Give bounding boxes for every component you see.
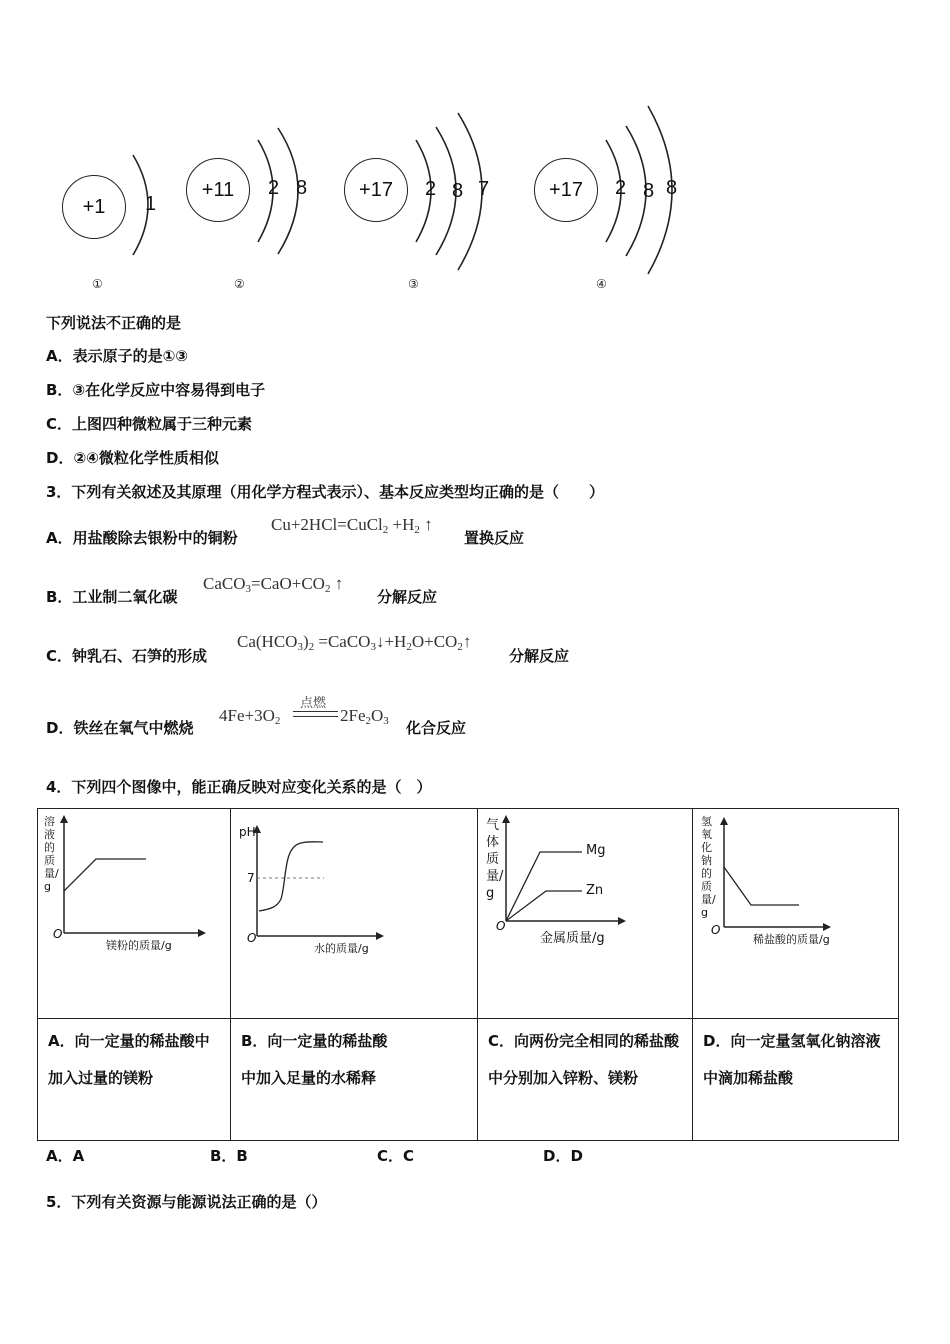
graph-a-ylabel: 溶液的质量/g [44, 815, 59, 893]
graph-d [693, 809, 898, 1019]
graph-c-series-mg: Mg [586, 843, 606, 858]
graph-cell-d [693, 809, 899, 1019]
q3-equation-d: $4Fe+3O_2$ [219, 706, 281, 727]
q3-type-d: 化合反应 [406, 719, 467, 737]
q3-type-c: 分解反应 [509, 647, 570, 665]
q3-option-b: B．工业制二氧化碳 [46, 588, 178, 606]
graph-d-origin: O [711, 923, 721, 937]
q3-stem: 3．下列有关叙述及其原理（用化学方程式表示）、基本反应类型均正确的是（ ） [46, 483, 604, 501]
q2-option-c: C．上图四种微粒属于三种元素 [46, 415, 253, 433]
caption-cell-a [38, 1019, 231, 1141]
graph-d-caption: D．向一定量氢氧化钠溶液中滴加稀盐酸 [703, 1032, 881, 1087]
graph-c-series-zn: Zn [586, 883, 604, 898]
atom-label: ③ [408, 277, 419, 291]
atom-label: ② [234, 277, 245, 291]
shell-count: 2 [425, 178, 437, 200]
q2-option-b: B．③在化学反应中容易得到电子 [46, 381, 266, 399]
graph-c-caption: C．向两份完全相同的稀盐酸中分别加入锌粉、镁粉 [488, 1032, 680, 1087]
graph-d-ylabel: 氢氧化钠的质量/g [701, 815, 716, 919]
q3-option-a: A．用盐酸除去银粉中的铜粉 [46, 529, 238, 547]
shell-arcs-2 [250, 120, 320, 260]
q2-stem: 下列说法不正确的是 [46, 314, 182, 332]
shell-count: 8 [666, 177, 678, 199]
nucleus-1: +1 [62, 175, 126, 239]
q3-option-c: C．钟乳石、石笋的形成 [46, 647, 208, 665]
graph-cell-b [231, 809, 478, 1019]
graph-d-xlabel: 稀盐酸的质量/g [753, 933, 830, 946]
q4-choice-b: B．B [210, 1147, 248, 1165]
q3-option-d: D．铁丝在氧气中燃烧 [46, 719, 194, 737]
q3-product-d: $2Fe_2O_3$ [340, 706, 389, 727]
shell-count: 7 [478, 178, 490, 200]
shell-count: 8 [296, 177, 308, 199]
graph-c-xlabel: 金属质量/g [540, 931, 605, 946]
q4-choice-c: C．C [377, 1147, 415, 1165]
graph-b-caption: B．向一定量的稀盐酸中加入足量的水稀释 [241, 1032, 388, 1087]
graph-a [38, 809, 230, 1019]
q2-option-a: A．表示原子的是①③ [46, 347, 189, 365]
graph-cell-a [38, 809, 231, 1019]
graph-b [231, 809, 477, 1019]
nucleus-4: +17 [534, 158, 598, 222]
q3-equation-a: Cu+2HCl=CuCl$_2$ $+H_2$ ↑ [271, 515, 433, 536]
graph-c [478, 809, 692, 1019]
q3-type-b: 分解反应 [377, 588, 438, 606]
graph-a-xlabel: 镁粉的质量/g [106, 939, 172, 952]
atom-label: ① [92, 277, 103, 291]
q3-condition: 点燃 [300, 696, 327, 711]
caption-cell-c [478, 1019, 693, 1141]
q3-equation-b: $CaCO_3=CaO+CO_2$ ↑ [203, 574, 344, 595]
caption-cell-b [231, 1019, 478, 1141]
shell-count: 8 [452, 180, 464, 202]
q5-stem: 5．下列有关资源与能源说法正确的是（） [46, 1193, 327, 1211]
nucleus-3: +17 [344, 158, 408, 222]
graph-b-xlabel: 水的质量/g [314, 942, 369, 955]
graph-cell-c [478, 809, 693, 1019]
graph-c-ylabel: 气体质量/g [486, 818, 504, 901]
graph-a-caption: A．向一定量的稀盐酸中加入过量的镁粉 [48, 1032, 210, 1087]
shell-count: 8 [643, 180, 655, 202]
reaction-equals [293, 711, 338, 717]
graph-b-mark: 7 [247, 871, 255, 885]
graph-c-origin: O [496, 919, 506, 933]
atom-label: ④ [596, 277, 607, 291]
shell-count: 1 [145, 193, 157, 215]
caption-cell-d [693, 1019, 899, 1141]
shell-count: 2 [615, 177, 627, 199]
q4-stem: 4．下列四个图像中，能正确反映对应变化关系的是（ ） [46, 778, 432, 796]
q2-option-d: D．②④微粒化学性质相似 [46, 449, 219, 467]
nucleus-2: +11 [186, 158, 250, 222]
graph-b-origin: O [247, 931, 257, 945]
q4-choice-d: D．D [543, 1147, 583, 1165]
graph-b-ylabel: pH [239, 825, 256, 839]
graph-a-origin: O [53, 927, 63, 941]
q3-equation-c: $Ca(HCO_3)_2$ $=CaCO_3↓+H_2O+CO_2↑$ [237, 632, 472, 653]
q4-choice-a: A．A [46, 1147, 85, 1165]
q4-graph-table [37, 808, 899, 1141]
shell-count: 2 [268, 177, 280, 199]
q3-type-a: 置换反应 [464, 529, 525, 547]
